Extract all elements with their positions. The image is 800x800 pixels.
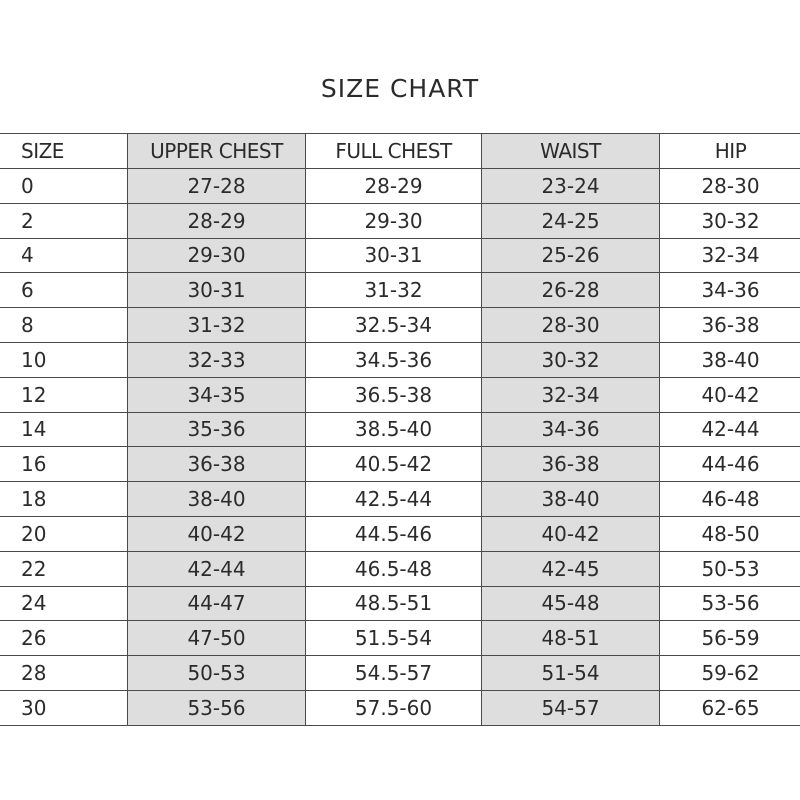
table-row	[0, 169, 800, 204]
cell-upper-chest: 38-40	[128, 482, 306, 517]
cell-size: 16	[0, 447, 128, 482]
cell-full-chest: 29-30	[306, 203, 482, 238]
cell-upper-chest: 44-47	[128, 586, 306, 621]
cell-hip: 28-30	[660, 169, 800, 204]
cell-waist: 32-34	[482, 377, 660, 412]
cell-waist: 24-25	[482, 203, 660, 238]
cell-hip: 34-36	[660, 273, 800, 308]
table-row	[0, 342, 800, 377]
table-row	[0, 656, 800, 691]
chart-title: SIZE CHART	[320, 74, 480, 103]
cell-waist: 40-42	[482, 516, 660, 551]
cell-hip: 32-34	[660, 238, 800, 273]
cell-hip: 44-46	[660, 447, 800, 482]
cell-full-chest: 36.5-38	[306, 377, 482, 412]
cell-size: 0	[0, 169, 128, 204]
cell-size: 4	[0, 238, 128, 273]
cell-hip: 40-42	[660, 377, 800, 412]
table-row	[0, 586, 800, 621]
column-header-size: SIZE	[0, 134, 128, 169]
cell-waist: 30-32	[482, 342, 660, 377]
cell-waist: 42-45	[482, 551, 660, 586]
cell-waist: 36-38	[482, 447, 660, 482]
table-row	[0, 482, 800, 517]
cell-size: 14	[0, 412, 128, 447]
cell-size: 6	[0, 273, 128, 308]
cell-upper-chest: 50-53	[128, 656, 306, 691]
cell-waist: 34-36	[482, 412, 660, 447]
table-row	[0, 273, 800, 308]
table-row	[0, 203, 800, 238]
cell-full-chest: 46.5-48	[306, 551, 482, 586]
cell-hip: 59-62	[660, 656, 800, 691]
cell-upper-chest: 32-33	[128, 342, 306, 377]
cell-upper-chest: 29-30	[128, 238, 306, 273]
cell-hip: 56-59	[660, 621, 800, 656]
size-chart-table	[0, 133, 800, 726]
cell-size: 2	[0, 203, 128, 238]
cell-full-chest: 28-29	[306, 169, 482, 204]
cell-size: 28	[0, 656, 128, 691]
cell-full-chest: 48.5-51	[306, 586, 482, 621]
table-body	[0, 169, 800, 726]
cell-hip: 48-50	[660, 516, 800, 551]
table-row	[0, 308, 800, 343]
cell-upper-chest: 27-28	[128, 169, 306, 204]
table-row	[0, 447, 800, 482]
cell-size: 10	[0, 342, 128, 377]
table-row	[0, 516, 800, 551]
cell-full-chest: 30-31	[306, 238, 482, 273]
cell-hip: 36-38	[660, 308, 800, 343]
table-row	[0, 377, 800, 412]
cell-full-chest: 31-32	[306, 273, 482, 308]
cell-upper-chest: 40-42	[128, 516, 306, 551]
cell-waist: 51-54	[482, 656, 660, 691]
cell-upper-chest: 35-36	[128, 412, 306, 447]
column-header-hip: HIP	[660, 134, 800, 169]
table-row	[0, 412, 800, 447]
cell-hip: 42-44	[660, 412, 800, 447]
cell-upper-chest: 53-56	[128, 690, 306, 725]
cell-full-chest: 51.5-54	[306, 621, 482, 656]
cell-full-chest: 44.5-46	[306, 516, 482, 551]
cell-hip: 62-65	[660, 690, 800, 725]
cell-full-chest: 57.5-60	[306, 690, 482, 725]
cell-size: 30	[0, 690, 128, 725]
column-header-waist: WAIST	[482, 134, 660, 169]
cell-full-chest: 34.5-36	[306, 342, 482, 377]
column-header-full-chest: FULL CHEST	[306, 134, 482, 169]
cell-waist: 45-48	[482, 586, 660, 621]
cell-hip: 30-32	[660, 203, 800, 238]
cell-upper-chest: 36-38	[128, 447, 306, 482]
cell-upper-chest: 30-31	[128, 273, 306, 308]
cell-waist: 23-24	[482, 169, 660, 204]
cell-size: 24	[0, 586, 128, 621]
cell-upper-chest: 47-50	[128, 621, 306, 656]
table-row	[0, 238, 800, 273]
cell-size: 20	[0, 516, 128, 551]
cell-full-chest: 40.5-42	[306, 447, 482, 482]
cell-size: 8	[0, 308, 128, 343]
cell-upper-chest: 28-29	[128, 203, 306, 238]
header-row	[0, 134, 800, 169]
table-row	[0, 621, 800, 656]
column-header-upper-chest: UPPER CHEST	[128, 134, 306, 169]
cell-hip: 38-40	[660, 342, 800, 377]
cell-full-chest: 42.5-44	[306, 482, 482, 517]
table-row	[0, 690, 800, 725]
cell-size: 22	[0, 551, 128, 586]
cell-full-chest: 38.5-40	[306, 412, 482, 447]
table-row	[0, 551, 800, 586]
cell-hip: 53-56	[660, 586, 800, 621]
cell-full-chest: 32.5-34	[306, 308, 482, 343]
cell-size: 26	[0, 621, 128, 656]
cell-full-chest: 54.5-57	[306, 656, 482, 691]
cell-waist: 26-28	[482, 273, 660, 308]
cell-waist: 48-51	[482, 621, 660, 656]
cell-waist: 28-30	[482, 308, 660, 343]
cell-waist: 25-26	[482, 238, 660, 273]
cell-hip: 46-48	[660, 482, 800, 517]
cell-waist: 38-40	[482, 482, 660, 517]
cell-size: 12	[0, 377, 128, 412]
cell-waist: 54-57	[482, 690, 660, 725]
cell-upper-chest: 31-32	[128, 308, 306, 343]
cell-upper-chest: 34-35	[128, 377, 306, 412]
cell-upper-chest: 42-44	[128, 551, 306, 586]
cell-size: 18	[0, 482, 128, 517]
cell-hip: 50-53	[660, 551, 800, 586]
